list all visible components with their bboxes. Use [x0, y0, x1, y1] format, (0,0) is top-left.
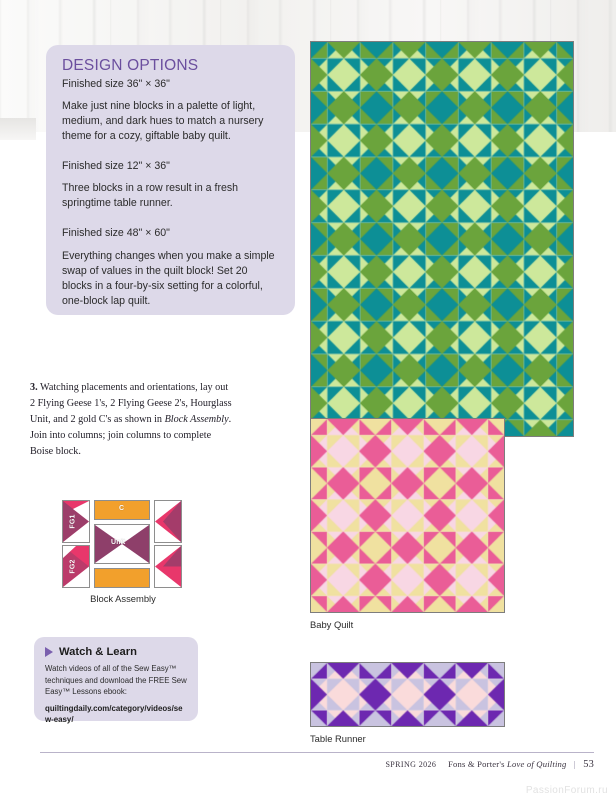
spacer — [62, 144, 279, 159]
step-number: 3. — [30, 382, 38, 393]
design-options-title: DESIGN OPTIONS — [62, 57, 199, 74]
design-option-body-2: Three blocks in a row result in a fresh springtime table runner. — [62, 182, 239, 210]
block-unit-c-bottom — [94, 568, 150, 588]
block-assembly-diagram — [62, 500, 184, 604]
design-option-size-1: Finished size 36" × 36" — [62, 77, 170, 90]
block-assembly-caption: Block Assembly — [90, 593, 156, 604]
footer-magazine-prefix: Fons & Porter's — [448, 759, 508, 769]
spacer — [62, 211, 279, 226]
footer-page-number: 53 — [583, 759, 594, 770]
block-unit-c-top-label: C — [119, 505, 125, 512]
watch-learn-title: Watch & Learn — [59, 646, 137, 658]
footer-magazine — [448, 759, 567, 769]
table-runner-figure — [310, 662, 505, 744]
block-unit-hourglass-label: Unit — [111, 539, 126, 546]
play-icon — [45, 647, 53, 657]
step-text-part-2: . Join into columns; join columns to complete Boise block. — [30, 414, 232, 458]
footer-line — [0, 759, 594, 770]
fg2-right-shape — [155, 546, 181, 587]
footer-issue: SPRING 2026 — [385, 760, 437, 769]
baby-quilt-figure — [310, 418, 505, 630]
watch-and-learn-box — [34, 637, 198, 725]
lap-quilt-figure — [310, 41, 574, 454]
step-text-part-1: Watching placements and orientations, lay out 2 Flying Geese 1's, 2 Flying Geese 2's, Hourglass Unit, and 2 gold C's as shown in — [30, 382, 232, 426]
block-unit-fg2-right — [154, 545, 182, 588]
baby-quilt-caption: Baby Quilt — [310, 619, 354, 630]
block-unit-fg1-label: FG1 — [69, 514, 77, 529]
design-option-body-1: Make just nine blocks in a palette of light, medium, and dark hues to match a nursery theme for a cozy, giftable baby quilt. — [62, 99, 264, 143]
page-edge-shadow — [0, 118, 36, 140]
page-footer — [0, 752, 594, 770]
site-watermark: PassionForum.ru — [525, 785, 608, 796]
watch-learn-body: Watch videos of all of the Sew Easy™ techniques and download the FREE Sew Easy™ Lessons ebook: — [45, 664, 187, 697]
table-runner-caption: Table Runner — [310, 733, 366, 744]
watch-learn-link[interactable]: quiltingdaily.com/category/videos/sew-easy/ — [45, 703, 183, 725]
step-3-instruction — [30, 380, 235, 461]
design-options-panel — [46, 45, 295, 315]
step-text-italic: Block Assembly — [164, 414, 229, 426]
lap-quilt-image — [310, 41, 574, 437]
table-runner-image — [310, 662, 505, 727]
footer-magazine-title: Love of Quilting — [507, 759, 567, 769]
design-option-size-3: Finished size 48" × 60" — [62, 227, 170, 240]
block-unit-fg1-right — [154, 500, 182, 543]
design-option-body-3: Everything changes when you make a simple swap of values in the quilt block! Set 20 blocks in a four-by-six setting for a colorful, one-block lap quilt. — [62, 249, 275, 307]
block-unit-fg2-label: FG2 — [69, 559, 77, 574]
footer-separator: | — [573, 759, 576, 769]
fg1-right-shape — [155, 501, 181, 542]
watch-learn-header — [45, 646, 187, 658]
footer-rule — [40, 752, 594, 753]
baby-quilt-image — [310, 418, 505, 613]
design-option-size-2: Finished size 12" × 36" — [62, 160, 170, 173]
